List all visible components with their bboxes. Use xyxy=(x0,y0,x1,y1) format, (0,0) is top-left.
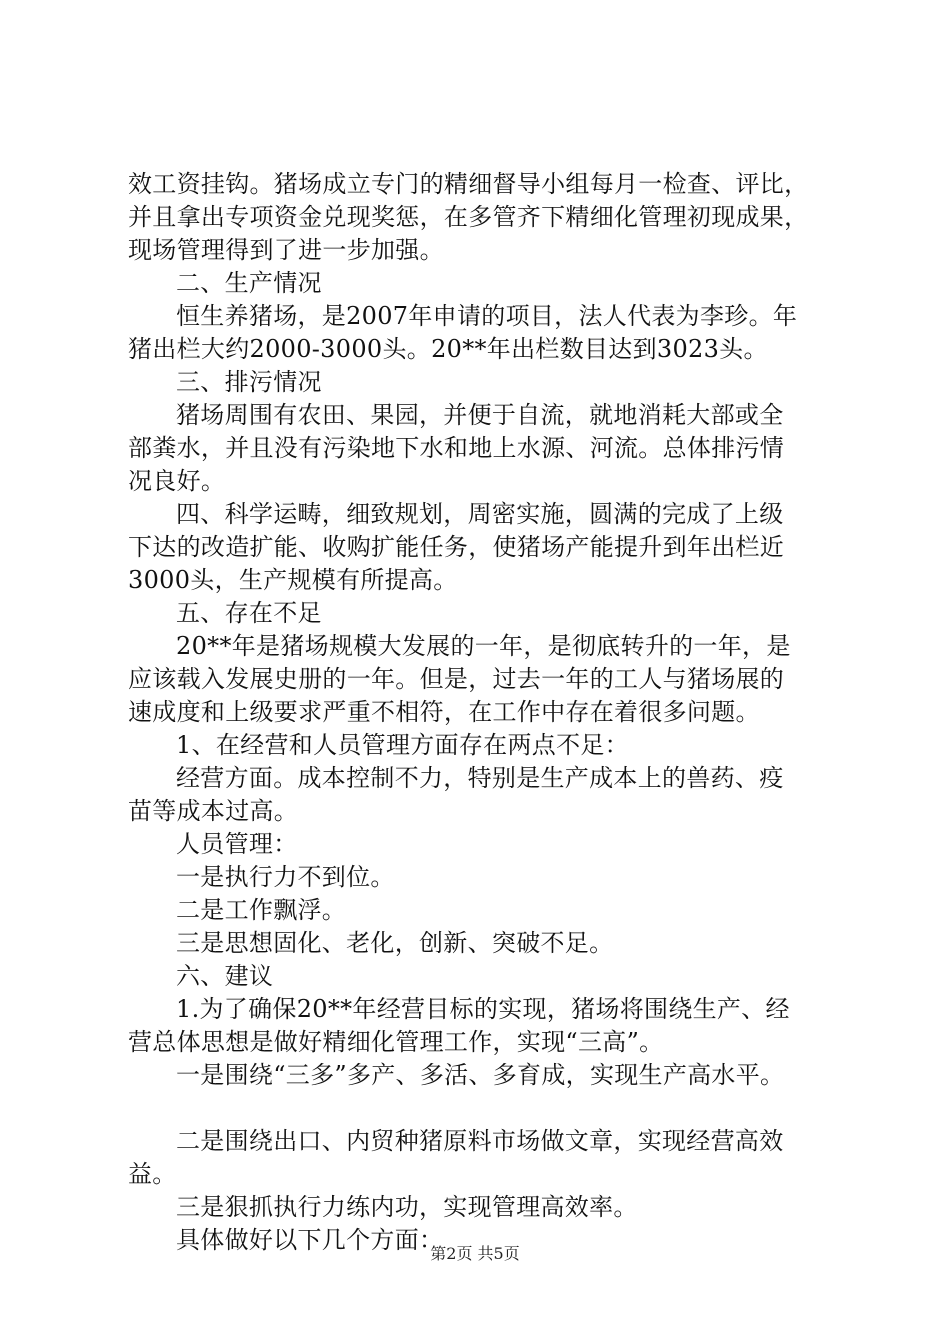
text-line: 1.为了确保20**年经营目标的实现，猪场将围绕生产、经 xyxy=(176,995,790,1023)
text-line: 二是工作飘浮。 xyxy=(176,896,347,924)
text-line: 营总体思想是做好精细化管理工作，实现“三高”。 xyxy=(128,1028,664,1056)
blank-line xyxy=(128,1092,848,1125)
text-line: 现场管理得到了进一步加强。 xyxy=(128,236,444,264)
document-body xyxy=(128,168,848,1257)
text-line: 下达的改造扩能、收购扩能任务，使猪场产能提升到年出栏近 xyxy=(128,533,785,561)
text-line: 苗等成本过高。 xyxy=(128,797,299,825)
text-line: 20**年是猪场规模大发展的一年，是彻底转升的一年，是 xyxy=(176,632,791,660)
text-line: 并且拿出专项资金兑现奖惩，在多管齐下精细化管理初现成果， xyxy=(128,203,809,231)
text-line: 四、科学运畴，细致规划，周密实施，圆满的完成了上级 xyxy=(176,500,784,528)
text-line: 速成度和上级要求严重不相符，在工作中存在着很多问题。 xyxy=(128,698,760,726)
text-line: 一是执行力不到位。 xyxy=(176,863,395,891)
text-line: 效工资挂钩。猪场成立专门的精细督导小组每月一检查、评比， xyxy=(128,170,809,198)
text-line: 五、存在不足 xyxy=(176,599,322,627)
text-line: 一是围绕“三多”多产、多活、多育成，实现生产高水平。 xyxy=(176,1061,785,1089)
text-line: 六、建议 xyxy=(176,962,274,990)
text-line: 1、在经营和人员管理方面存在两点不足： xyxy=(176,731,629,759)
text-line: 二、生产情况 xyxy=(176,269,322,297)
text-line: 况良好。 xyxy=(128,467,226,495)
text-line: 猪出栏大约2000-3000头。20**年出栏数目达到3023头。 xyxy=(128,335,768,363)
text-line: 恒生养猪场，是2007年申请的项目，法人代表为李珍。年 xyxy=(176,302,798,330)
text-line: 经营方面。成本控制不力，特别是生产成本上的兽药、疫 xyxy=(176,764,784,792)
text-line: 部粪水，并且没有污染地下水和地上水源、河流。总体排污情 xyxy=(128,434,785,462)
text-line: 应该载入发展史册的一年。但是，过去一年的工人与猪场展的 xyxy=(128,665,785,693)
text-line: 三是狠抓执行力练内功，实现管理高效率。 xyxy=(176,1193,638,1221)
text-line: 人员管理： xyxy=(176,830,298,858)
text-line: 三、排污情况 xyxy=(176,368,322,396)
text-line: 三是思想固化、老化，创新、突破不足。 xyxy=(176,929,614,957)
text-line: 猪场周围有农田、果园，并便于自流，就地消耗大部或全 xyxy=(176,401,784,429)
text-line: 二是围绕出口、内贸种猪原料市场做文章，实现经营高效 xyxy=(176,1127,784,1155)
text-line: 具体做好以下几个方面： xyxy=(176,1226,444,1254)
page-footer: 第2页 共5页 xyxy=(430,1244,520,1263)
text-line: 益。 xyxy=(128,1160,177,1188)
text-line: 3000头，生产规模有所提高。 xyxy=(128,566,458,594)
